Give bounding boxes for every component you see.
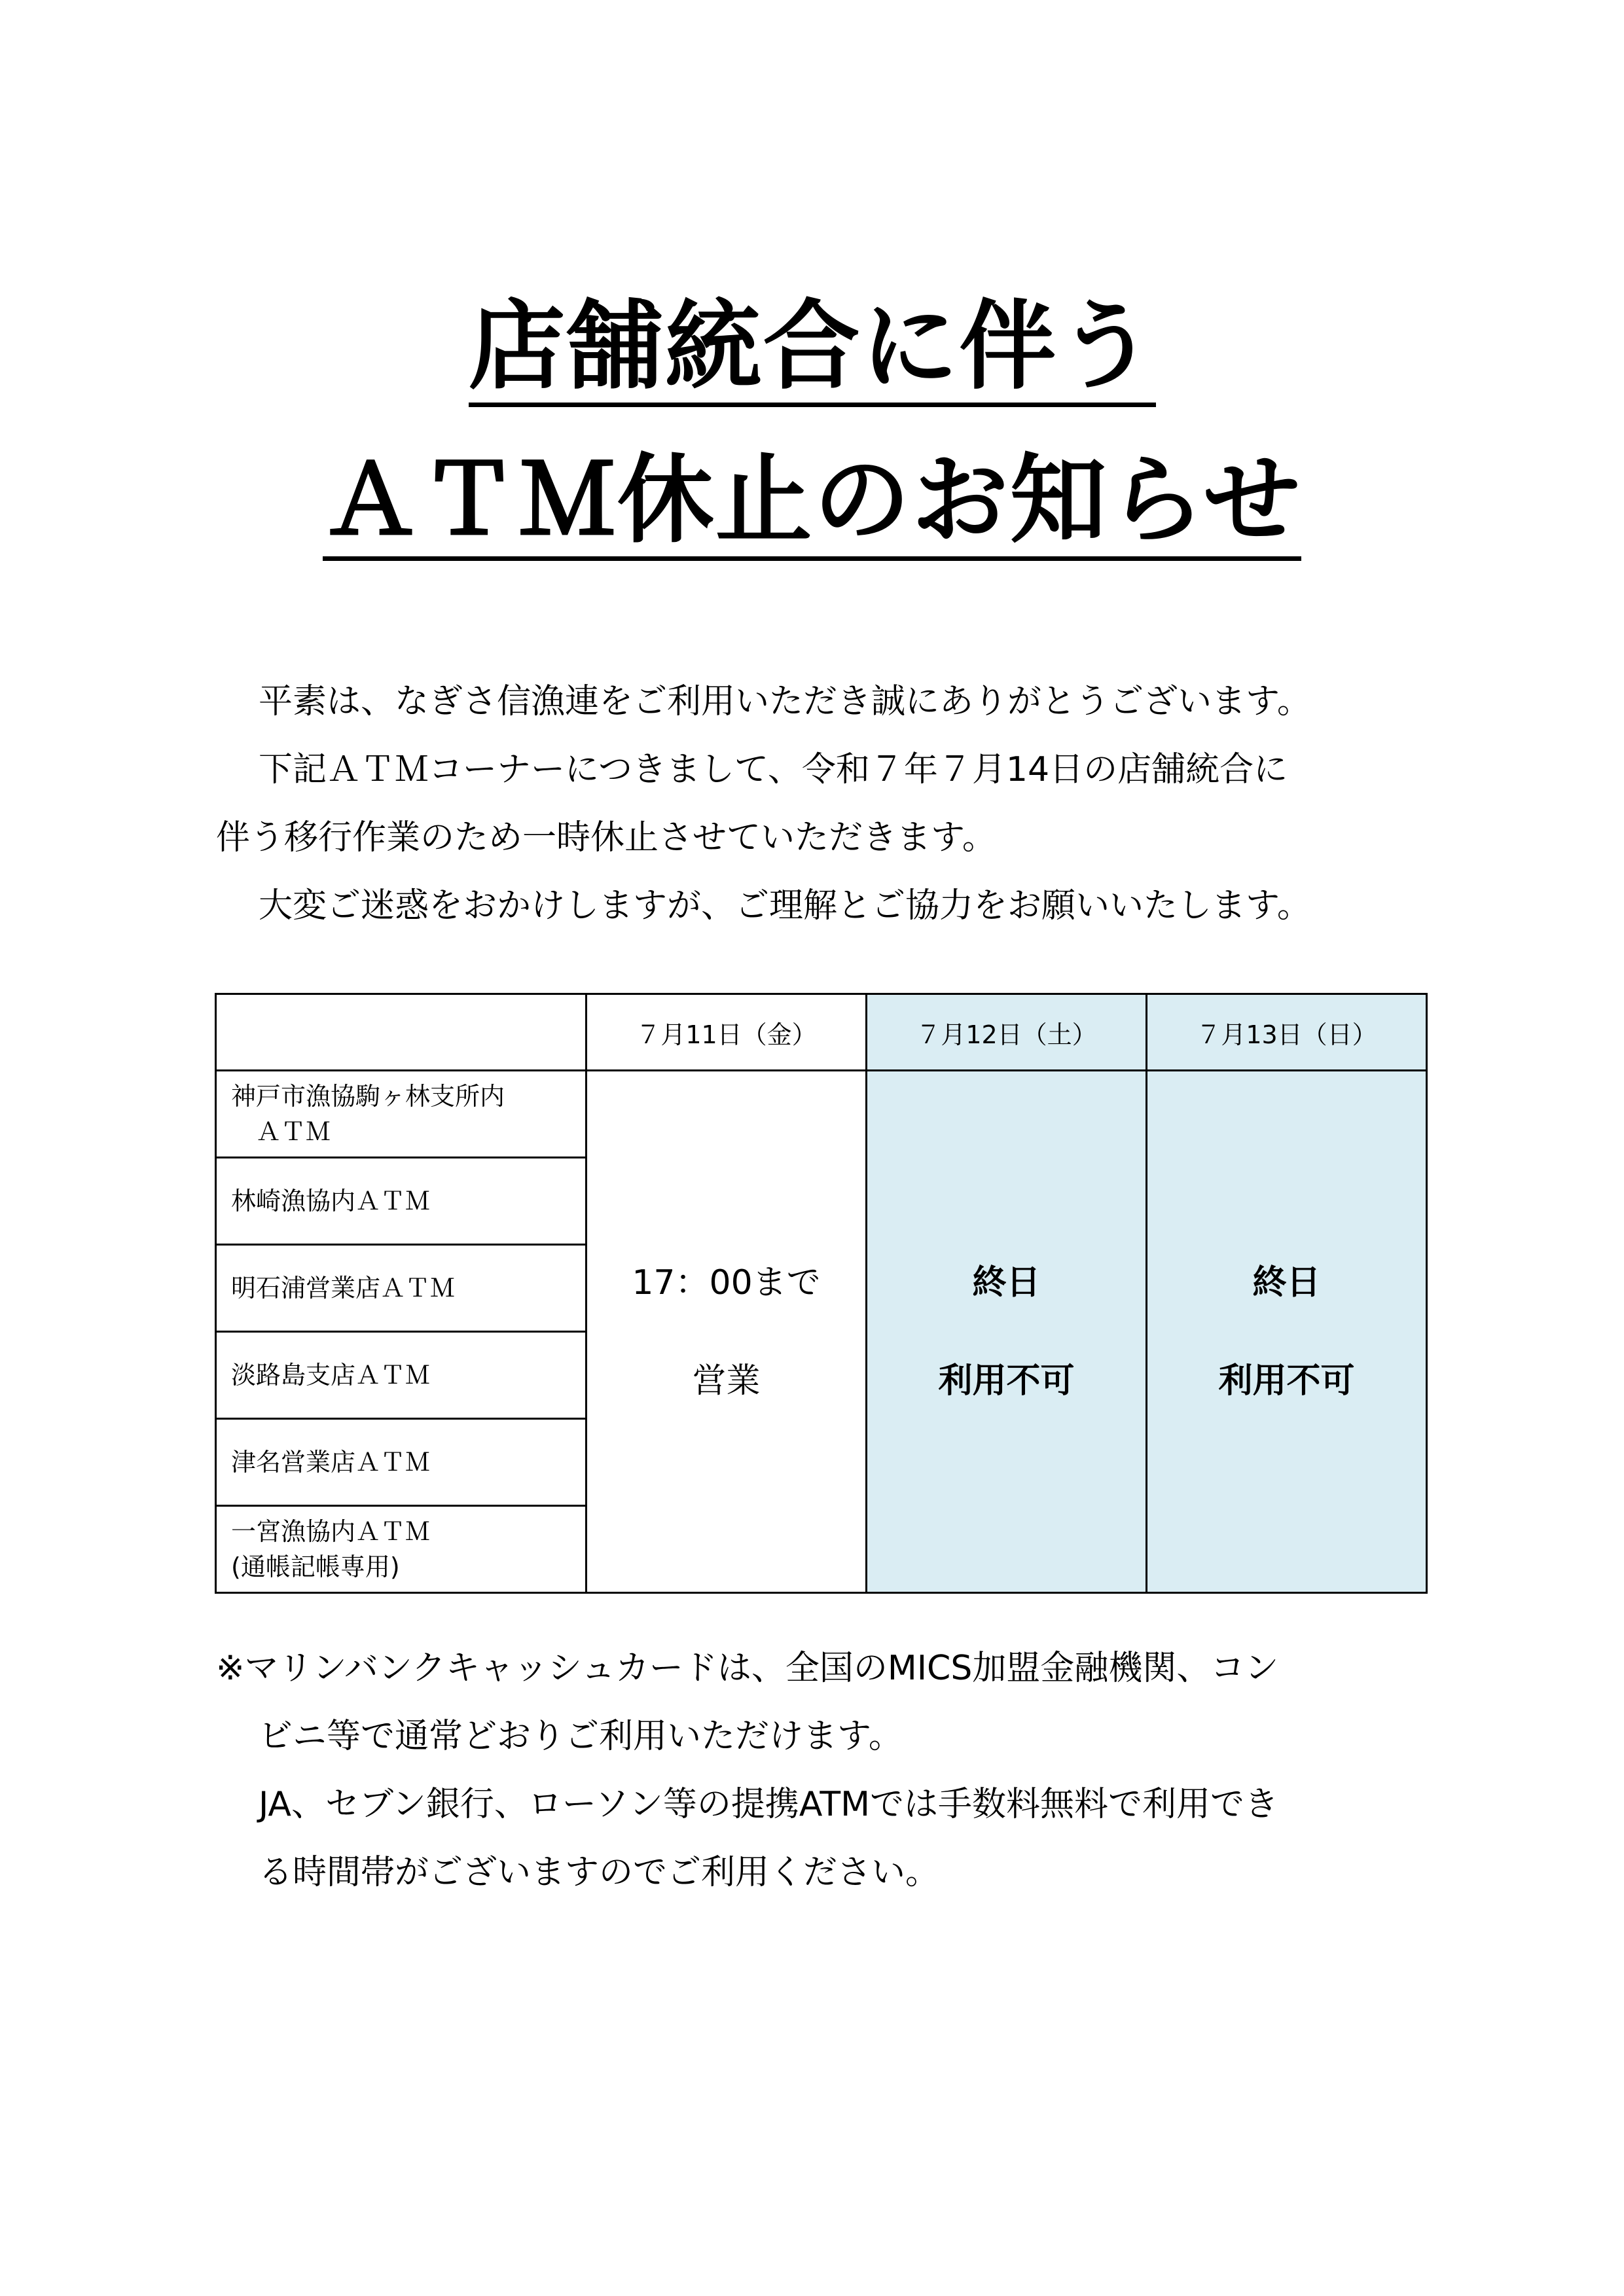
location-cell: 一宮漁協内ＡＴＭ (通帳記帳専用) [216, 1506, 586, 1593]
header-jul13: ７月13日（日） [1147, 994, 1427, 1071]
location-cell: 津名営業店ＡＴＭ [216, 1419, 586, 1506]
notice-body [216, 668, 1427, 940]
page-title-line2 [0, 444, 1624, 561]
location-cell: 淡路島支店ＡＴＭ [216, 1332, 586, 1419]
note-line-1: ※マリンバンクキャッシュカードは、全国のMICS加盟金融機関、コン [216, 1649, 1279, 1688]
body-paragraph-1: 平素は、なぎさ信漁連をご利用いただき誠にありがとうございます。 [259, 682, 1311, 721]
body-paragraph-2-line2: 伴う移行作業のため一時休止させていただきます。 [216, 818, 996, 857]
table-row [216, 1071, 1427, 1158]
jul12-status-cell [867, 1071, 1147, 1593]
jul11-status-line2: 営業 [692, 1361, 761, 1401]
location-cell: 明石浦営業店ＡＴＭ [216, 1245, 586, 1332]
jul12-status-line1: 終日 [972, 1263, 1041, 1302]
page-title-line1 [0, 290, 1624, 407]
note-line-3: JA、セブン銀行、ローソン等の提携ATMでは手数料無料で利用でき [259, 1785, 1278, 1824]
jul11-status-line1: 17：00まで [632, 1263, 821, 1302]
jul13-status-line1: 終日 [1252, 1263, 1321, 1302]
header-jul12: ７月12日（土） [867, 994, 1147, 1071]
note-line-4: る時間帯がございますのでご利用ください。 [259, 1853, 940, 1892]
location-cell: 神戸市漁協駒ヶ林支所内 ＡＴＭ [216, 1071, 586, 1158]
jul13-status-cell [1147, 1071, 1427, 1593]
jul12-status-line2: 利用不可 [938, 1361, 1075, 1401]
title-line2-text: ＡＴＭ休止のお知らせ [323, 452, 1302, 561]
jul13-status-line2: 利用不可 [1218, 1361, 1355, 1401]
body-paragraph-2-line1: 下記ＡＴＭコーナーにつきまして、令和７年７月14日の店舗統合に [259, 750, 1288, 789]
header-empty-cell [216, 994, 586, 1071]
cashcard-note [216, 1634, 1427, 1907]
atm-schedule-table [215, 993, 1428, 1594]
header-jul11: ７月11日（金） [586, 994, 867, 1071]
jul11-status-cell [586, 1071, 867, 1593]
location-cell: 林崎漁協内ＡＴＭ [216, 1158, 586, 1245]
title-line1-text: 店舗統合に伴う [469, 298, 1156, 407]
table-header-row [216, 994, 1427, 1071]
note-line-2: ビニ等で通常どおりご利用いただけます。 [259, 1717, 903, 1756]
body-paragraph-3: 大変ご迷惑をおかけしますが、ご理解とご協力をお願いいたします。 [259, 886, 1311, 925]
